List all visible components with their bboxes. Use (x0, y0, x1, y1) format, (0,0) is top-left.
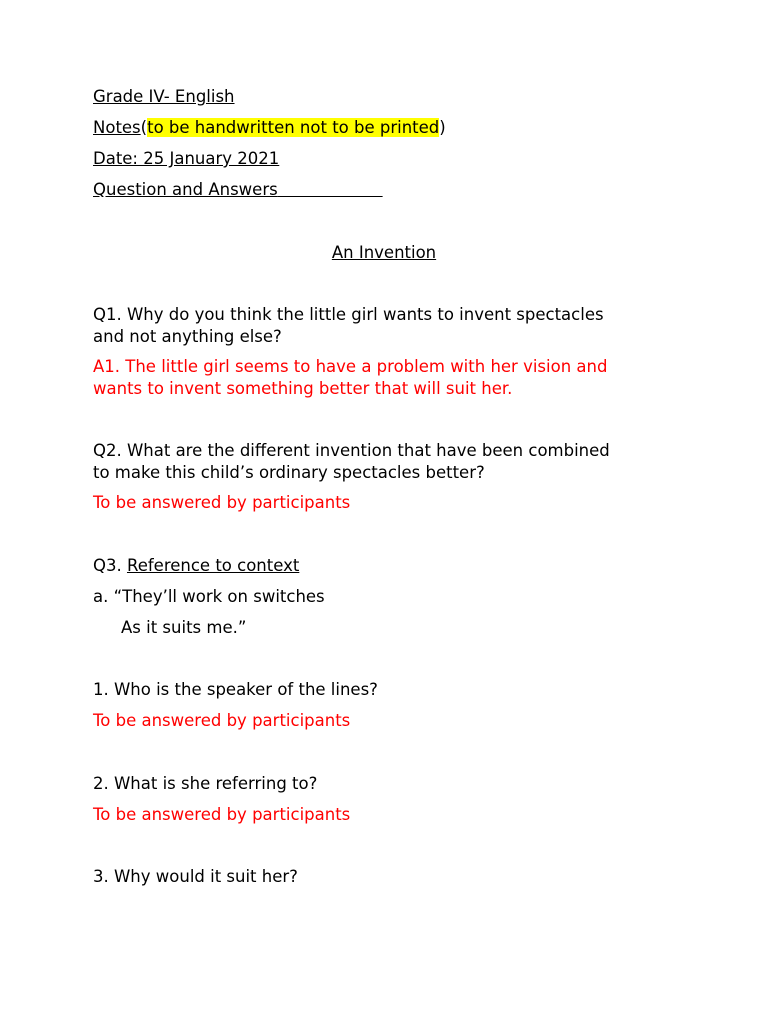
q3-heading: Reference to context (126, 556, 300, 575)
grade-heading: Grade IV- English (93, 87, 235, 106)
q1-answer-line1: A1. The little girl seems to have a problem with her vision and (93, 357, 608, 376)
q2-line1: Q2. What are the different invention that have been combined (93, 441, 610, 460)
q3-sub3-question: 3. Why would it suit her? (93, 867, 298, 886)
section-underline-fill (278, 180, 383, 199)
page-title-text: An Invention (331, 243, 437, 262)
section-label: Question and Answers (93, 180, 278, 199)
q1-line2: and not anything else? (93, 327, 282, 346)
q3-quote-line1: a. “They’ll work on switches (93, 587, 325, 606)
notes-highlight: to be handwritten not to be printed (147, 118, 440, 137)
notes-label: Notes (93, 118, 141, 137)
notes-paren-open: ( (140, 118, 148, 137)
section-heading (93, 179, 383, 201)
q3-sub2-question: 2. What is she referring to? (93, 774, 318, 793)
q1-answer-line2: wants to invent something better that will suit her. (93, 379, 513, 398)
q3-sub1-answer: To be answered by participants (93, 711, 351, 730)
page-title (0, 242, 768, 264)
q3-sub2-answer: To be answered by participants (93, 805, 351, 824)
q2-line2: to make this child’s ordinary spectacles better? (93, 463, 485, 482)
date-line: Date: 25 January 2021 (93, 149, 280, 168)
q3-sub1-question: 1. Who is the speaker of the lines? (93, 680, 378, 699)
q3-quote-line2: As it suits me.” (121, 618, 247, 637)
q1-line1: Q1. Why do you think the little girl wants to invent spectacles (93, 305, 604, 324)
notes-line (93, 117, 446, 139)
q3-prefix: Q3. (93, 556, 127, 575)
q3-line (93, 555, 299, 577)
notes-paren-close: ) (439, 118, 446, 137)
q2-answer: To be answered by participants (93, 493, 351, 512)
